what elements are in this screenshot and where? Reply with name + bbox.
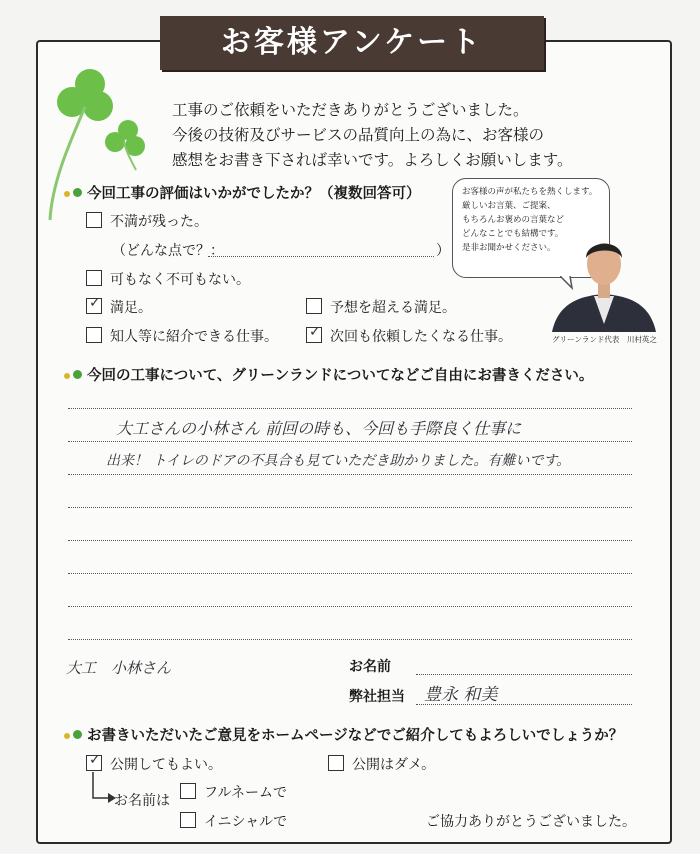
comment-line [68, 606, 632, 607]
bubble-line: もちろんお褒めの言葉など [462, 215, 565, 225]
intro-line: 感想をお書き下されば幸いです。よろしくお願いします。 [172, 151, 573, 169]
check-mark-icon: ✓ [89, 752, 101, 768]
where-close: ） [436, 243, 450, 259]
beyond-checkbox[interactable] [306, 298, 322, 314]
intro-line: 工事のご依頼をいただきありがとうございました。 [172, 101, 529, 119]
comment-line [68, 507, 632, 508]
staff-name: 豊永 和美 [424, 685, 498, 705]
comment-answer-line: 出来！ トイレのドアの不具合も見ていただき助かりました。有難いです。 [106, 453, 571, 469]
bubble-line: 是非お聞かせください。 [462, 243, 556, 253]
recommend-checkbox[interactable] [86, 327, 102, 343]
dissatisfied-checkbox[interactable] [86, 212, 102, 228]
name-is-label: お名前は [114, 793, 170, 809]
representative-caption: グリーンランド代表 川村英之 [552, 335, 657, 344]
satisfied-checkbox[interactable] [86, 295, 102, 314]
dissatisfied-label: 不満が残った。 [110, 214, 208, 230]
intro-line: 今後の技術及びサービスの品質向上の為に、お客様の [172, 126, 545, 144]
public-ng-checkbox[interactable] [328, 755, 344, 771]
staff-label: 弊社担当 [349, 689, 405, 705]
comment-line [68, 540, 632, 541]
initials-checkbox[interactable] [180, 812, 196, 828]
fullname-checkbox[interactable] [180, 783, 196, 799]
q1-question: 今回工事の評価はいかがでしたか？（複数回答可） [64, 182, 421, 203]
comment-line [68, 639, 632, 640]
again-label: 次回も依頼したくなる仕事。 [330, 329, 512, 345]
initials-label: イニシャルで [204, 814, 288, 830]
check-mark-icon: ✓ [89, 295, 101, 311]
public-ok-label: 公開してもよい。 [110, 757, 222, 773]
beyond-label: 予想を超える満足。 [330, 300, 456, 316]
bubble-line: 厳しいお言葉、ご提案、 [462, 201, 556, 211]
public-ng-label: 公開はダメ。 [352, 757, 436, 773]
representative-portrait [548, 228, 660, 332]
comment-line [68, 441, 632, 442]
where-line[interactable] [208, 256, 434, 257]
survey-title: お客様アンケート [160, 16, 544, 70]
q2-question: 今回の工事について、グリーンランドについてなどご自由にお書きください。 [64, 364, 593, 385]
bubble-line: お客様の声が私たちを熱くします。 [462, 187, 598, 197]
bubble-line: どんなことでも結構です。 [462, 229, 564, 239]
comment-line [68, 573, 632, 574]
thanks-text: ご協力ありがとうございました。 [426, 814, 636, 830]
neutral-label: 可もなく不可もない。 [110, 272, 250, 288]
comment-answer-line: 大工さんの小林さん 前回の時も、今回も手際良く仕事に [116, 419, 522, 438]
staff-note: 大工 小林さん [66, 659, 172, 677]
fullname-label: フルネームで [204, 785, 288, 801]
satisfied-label: 満足。 [110, 300, 152, 316]
check-mark-icon: ✓ [309, 324, 321, 340]
comment-line [68, 408, 632, 409]
where-label: （どんな点で？： [112, 243, 224, 259]
name-field[interactable] [416, 674, 632, 675]
q3-question: お書きいただいたご意見をホームページなどでご紹介してもよろしいでしょうか？ [64, 724, 623, 745]
neutral-checkbox[interactable] [86, 270, 102, 286]
again-checkbox[interactable] [306, 324, 322, 343]
recommend-label: 知人等に紹介できる仕事。 [110, 329, 278, 345]
comment-line [68, 474, 632, 475]
name-label: お名前 [349, 659, 391, 675]
public-ok-checkbox[interactable] [86, 752, 102, 771]
